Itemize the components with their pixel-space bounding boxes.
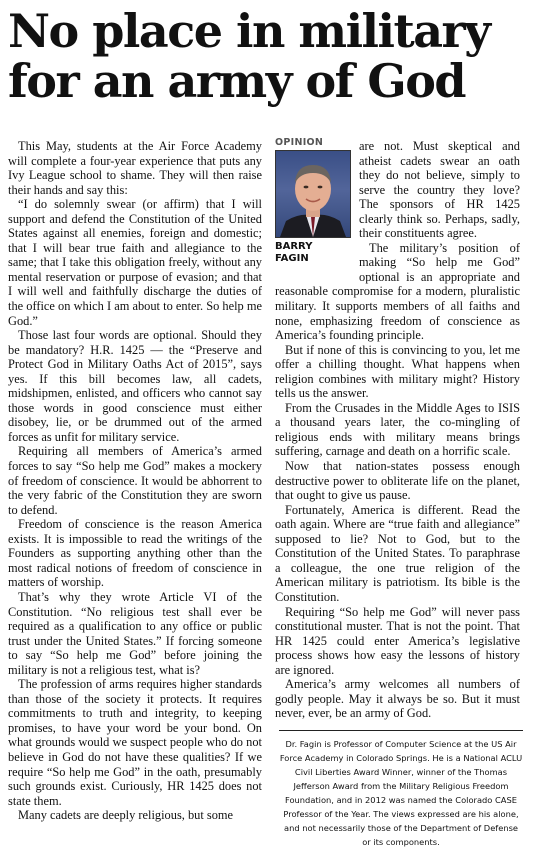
paragraph: The military’s position of making “So help me God” optional is an appropriate and reasonable compromise for a modern, pluralistic military. It supports members of all faiths and none, emphasizing freedom of conscience as America’s founding principle.	[275, 240, 520, 343]
author-box	[275, 137, 353, 269]
paragraph: Now that nation-states possess enough destructive power to obliterate life on the planet, that ought to give us pause.	[275, 459, 520, 503]
paragraph: That’s why they wrote Article VI of the Constitution. “No religious test shall ever be required as a qualification to any office or public trust under the United States.” If forcing someone to say “So help me God” before joining the military is not a religious test, what is?	[8, 589, 262, 677]
paragraph: “I do solemnly swear (or affirm) that I will support and defend the Constitution of the United States against all enemies, foreign and domestic; that I will bear true faith and allegiance to the same; that I take this obligation freely, without any mental reservation or purpose of evasion; and that I will well and faithfully discharge the duties of the office on which I am about to enter. So help me God.”	[8, 197, 262, 328]
article-column-right	[275, 139, 520, 721]
paragraph: Freedom of conscience is the reason America exists. It is impossible to read the writings of the Founders as supporting anything other than the most radical notions of freedom of conscience in matters of worship.	[8, 517, 262, 590]
author-last-name: FAGIN	[275, 252, 309, 264]
headline-line-1: No place in military	[8, 4, 490, 58]
paragraph: America’s army welcomes all numbers of godly people. May it always be so. But it must never, ever, be an army of God.	[275, 677, 520, 721]
author-photo	[275, 150, 351, 238]
paragraph: Many cadets are deeply religious, but some	[18, 808, 234, 823]
paragraph: Fortunately, America is different. Read the oath again. Where are “true faith and allegiance” supposed to lie? Not to God, but to the Constitution of the United States. To paraphrase a colleague, the one true religion of the American military is patriotism. Its bible is the Constitution.	[275, 502, 520, 604]
opinion-label: OPINION	[275, 137, 324, 148]
author-portrait-icon	[276, 151, 350, 237]
paragraph: The profession of arms requires higher standards than those of the society it protects. It requires commitments to truth and integrity, to keeping promises, to have your word be your bond. On what grounds would we suspect people who do not believe in God do not have these qualities? If we require “So help me God” in the oath, presumably such grounds exist. Curiously, HR 1425 does not state them.	[8, 677, 262, 808]
paragraph: Requiring all members of America’s armed forces to say “So help me God” makes a mockery of freedom of conscience. It would be abhorrent to the very fabric of the Constitution they are sworn to defend.	[8, 444, 262, 517]
paragraph: This May, students at the Air Force Academy will complete a four-year experience that puts any Ivy League school to shame. They will then raise their hands and say this:	[8, 139, 262, 197]
paragraph: are not. Must skeptical and atheist cadets swear an oath they do not believe, simply to serve the country they love? The sponsors of HR 1425 clearly think so. Perhaps, sadly, their constituents agree.	[359, 139, 520, 241]
author-name	[275, 241, 353, 264]
bio-divider	[279, 730, 523, 731]
paragraph: But if none of this is convincing to you, let me offer a chilling thought. What happens when religion combines with military might? History tells us the answer.	[275, 342, 520, 401]
headline-line-2: for an army of God	[8, 54, 466, 108]
author-bio: Dr. Fagin is Professor of Computer Science at the US Air Force Academy in Colorado Springs. He is a National ACLU Civil Liberties Award Winner, winner of the Thomas Jefferson Award from the Military Religious Freedom Foundation, and in 2012 was named the Colorado CASE Professor of the Year. The views expressed are his alone, and not necessarily those of the Department of Defense or its components.	[279, 739, 523, 847]
headline	[8, 6, 528, 106]
paragraph: Requiring “So help me God” will never pass constitutional muster. That is not the point. That HR 1425 could enter America’s legislative process shows how easy the lessons of history are ignored.	[275, 604, 520, 677]
paragraph: Those last four words are optional. Should they be mandatory? H.R. 1425 — the “Preserve and Protect God in Military Oaths Act of 2015”, says yes. If this bill becomes law, all cadets, midshipmen, enlisted, and officers who cannot say those words in good conscience must either disobey, lie, or be drummed out of the armed forces as unfit for military service.	[8, 328, 262, 444]
paragraph: From the Crusades in the Middle Ages to ISIS a thousand years later, the co-mingling of religious ends with military means brings suffering, carnage and death on a horrific scale.	[275, 400, 520, 459]
author-first-name: BARRY	[275, 241, 313, 252]
article-column-left	[8, 139, 262, 823]
